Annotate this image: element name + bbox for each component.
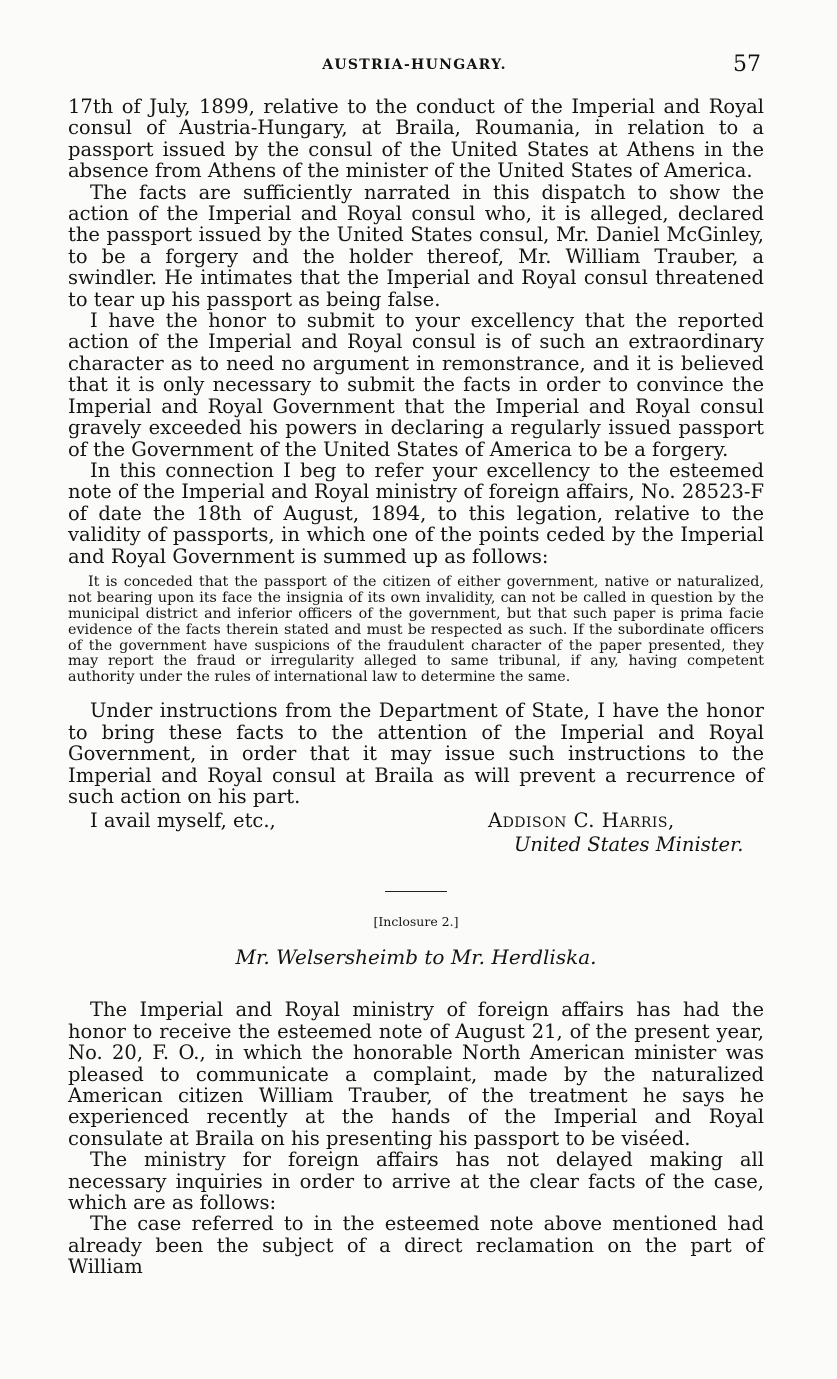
letter-paragraph: In this connection I beg to refer your excellency to the esteemed note of the Imperial and Royal ministry of foreign affairs, No. 28523-F of date the 18th of August, 1894, to this legation, relative to the validity of passports, in which one of the points ceded by the Imperial and Royal Government is summed up as follows: (68, 458, 764, 568)
running-head: AUSTRIA-HUNGARY. (322, 57, 507, 73)
block-quote (68, 575, 764, 686)
letter-paragraph-continuation: 17th of July, 1899, relative to the conduct of the Imperial and Royal consul of Austria-Hungary, at Braila, Roumania, in relation to a passport issued by the consul of the United States at Athens in the absence from Athens of the minister of the United States of America. (68, 95, 764, 183)
page-header (68, 52, 761, 80)
page-body (68, 96, 764, 1278)
section-divider (385, 891, 447, 892)
inclosure-paragraph: The case referred to in the esteemed note above mentioned had already been the subject of a direct reclamation on the part of William (68, 1212, 764, 1279)
signer-name: Addison C. Harris, (488, 809, 675, 833)
signature-block (68, 809, 764, 857)
letter-paragraph: I have the honor to submit to your excellency that the reported action of the Imperial and Royal consul is of such an extraordinary character as to need no argument in remonstrance, and it is believed that it is only necessary to submit the facts in order to convince the Imperial and Royal Government that the Imperial and Royal consul gravely exceeded his powers in declaring a regularly issued passport of the Government of the United States of America to be a forgery. (68, 309, 764, 461)
signoff-text: I avail myself, etc., (90, 809, 276, 833)
letter-closing-paragraph: Under instructions from the Department of State, I have the honor to bring these facts to the attention of the Imperial and Royal Government, in order that it may issue such instructions to the Imperial and Royal consul at Braila as will prevent a recurrence of such action on his part. (68, 699, 764, 808)
signer-title: United States Minister. (514, 833, 744, 857)
inclosure-paragraph: The ministry for foreign affairs has not delayed making all necessary inquiries in order to arrive at the clear facts of the case, which are as follows: (68, 1148, 764, 1214)
page-number: 57 (733, 52, 761, 77)
inclosure-label: [Inclosure 2.] (373, 914, 459, 930)
quote-text: It is conceded that the passport of the citizen of either government, native or naturalized, not bearing upon its face the insignia of its own invalidity, can not be called in question by the municipal district and inferior officers of the government, but that such paper is prima facie evidence of the facts therein stated and must be respected as such. If the subordinate officers of the government have suspicions of the fraudulent character of the paper presented, they may report the fraud or irregularity alleged to same tribunal, if any, having competent authority under the rules of international law to determine the same. (68, 573, 764, 686)
inclosure-paragraph: The Imperial and Royal ministry of foreign affairs has had the honor to receive the esteemed note of August 21, of the present year, No. 20, F. O., in which the honorable North American minister was pleased to communicate a complaint, made by the naturalized American citizen William Trauber, of the treatment he says he experienced recently at the hands of the Imperial and Royal consulate at Braila on his presenting his passport to be viséed. (68, 998, 764, 1150)
letter-paragraph: The facts are sufficiently narrated in this dispatch to show the action of the Imperial and Royal consul who, it is alleged, declared the passport issued by the United States consul, Mr. Daniel McGinley, to be a forgery and the holder thereof, Mr. William Trauber, a swindler. He intimates that the Imperial and Royal consul threatened to tear up his passport as being false. (68, 180, 764, 311)
inclosure-title: Mr. Welsersheimb to Mr. Herdliska. (235, 945, 597, 970)
